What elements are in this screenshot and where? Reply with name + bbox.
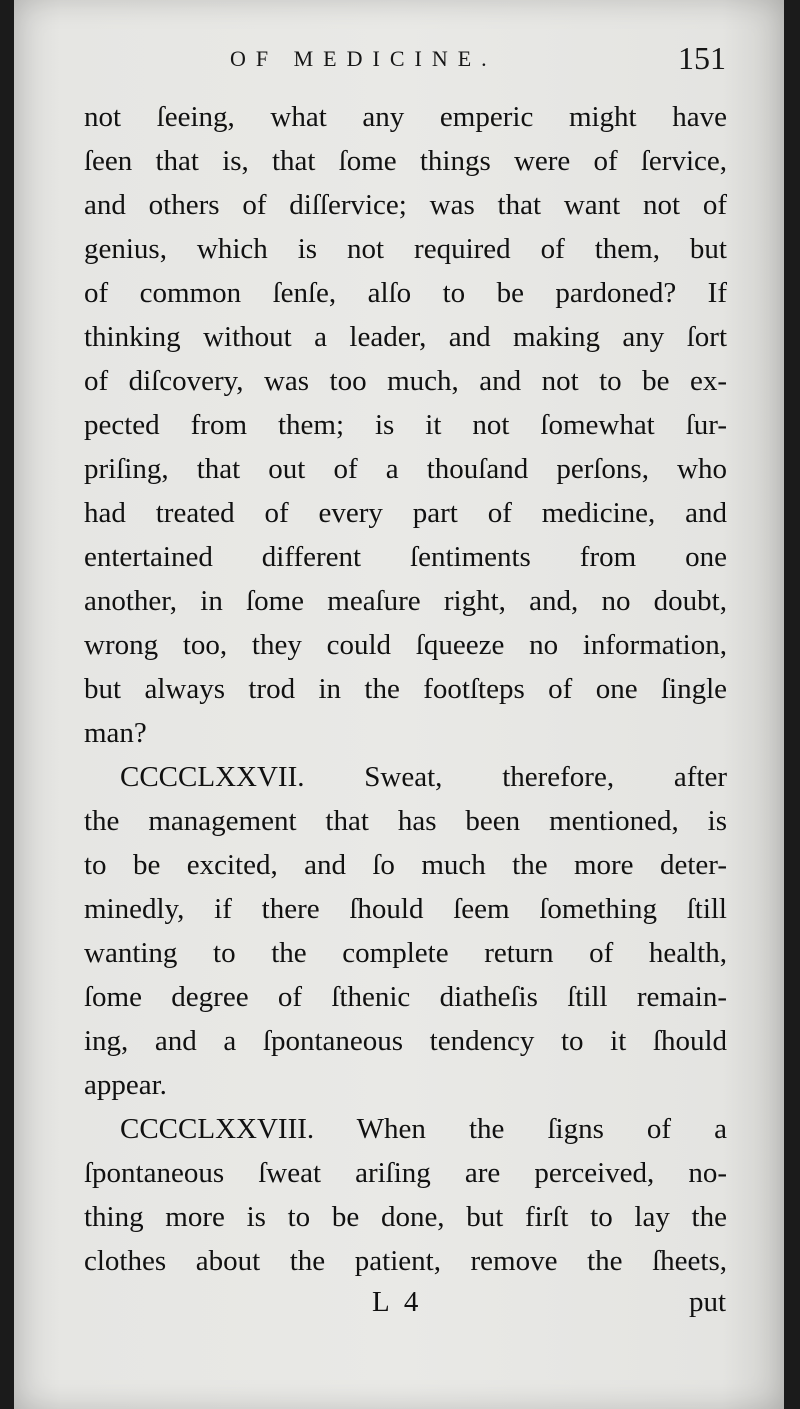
text-line: genius, which is not required of them, but [84, 233, 727, 265]
catchword: put [688, 1286, 726, 1318]
text-line: priſing, that out of a thouſand perſons, who [84, 453, 727, 485]
text-line: of diſcovery, was too much, and not to be ex- [84, 365, 727, 397]
paragraph-start-ccclxxviii: CCCCLXXVIII. When the ſigns of a [120, 1113, 727, 1145]
text-line: to be excited, and ſo much the more deter- [84, 849, 727, 881]
text-line: appear. [84, 1069, 167, 1101]
text-line: clothes about the patient, remove the ſheets, [84, 1245, 727, 1277]
text-line: entertained different ſentiments from one [84, 541, 727, 573]
running-head [0, 38, 800, 86]
text-line: but always trod in the footſteps of one ſingle [84, 673, 727, 705]
text-line: ſpontaneous ſweat ariſing are perceived, no- [84, 1157, 727, 1189]
text-line: ſeen that is, that ſome things were of ſervice, [84, 145, 727, 177]
text-line: ſome degree of ſthenic diatheſis ſtill remain- [84, 981, 727, 1013]
text-line: ing, and a ſpontaneous tendency to it ſhould [84, 1025, 727, 1057]
text-line: and others of diſſervice; was that want not of [84, 189, 727, 221]
text-line: of common ſenſe, alſo to be pardoned? If [84, 277, 727, 309]
page-number: 151 [678, 40, 726, 76]
text-line: another, in ſome meaſure right, and, no doubt, [84, 585, 727, 617]
text-line: the management that has been mentioned, is [84, 805, 727, 837]
text-line: man? [84, 717, 147, 749]
text-line: had treated of every part of medicine, and [84, 497, 727, 529]
signature-mark: L 4 [372, 1286, 423, 1318]
text-line: pected from them; is it not ſomewhat ſur- [84, 409, 727, 441]
text-line: thinking without a leader, and making any ſort [84, 321, 727, 353]
body-text [84, 95, 727, 1283]
running-title: OF MEDICINE. [230, 46, 497, 71]
text-line: wanting to the complete return of health, [84, 937, 727, 969]
page-footer [0, 1282, 800, 1330]
paragraph-start-ccclxxvii: CCCCLXXVII. Sweat, therefore, after [120, 761, 727, 793]
text-line: not ſeeing, what any emperic might have [84, 101, 727, 133]
text-line: minedly, if there ſhould ſeem ſomething ſtill [84, 893, 727, 925]
text-line: wrong too, they could ſqueeze no information, [84, 629, 727, 661]
text-line: thing more is to be done, but firſt to lay the [84, 1201, 727, 1233]
